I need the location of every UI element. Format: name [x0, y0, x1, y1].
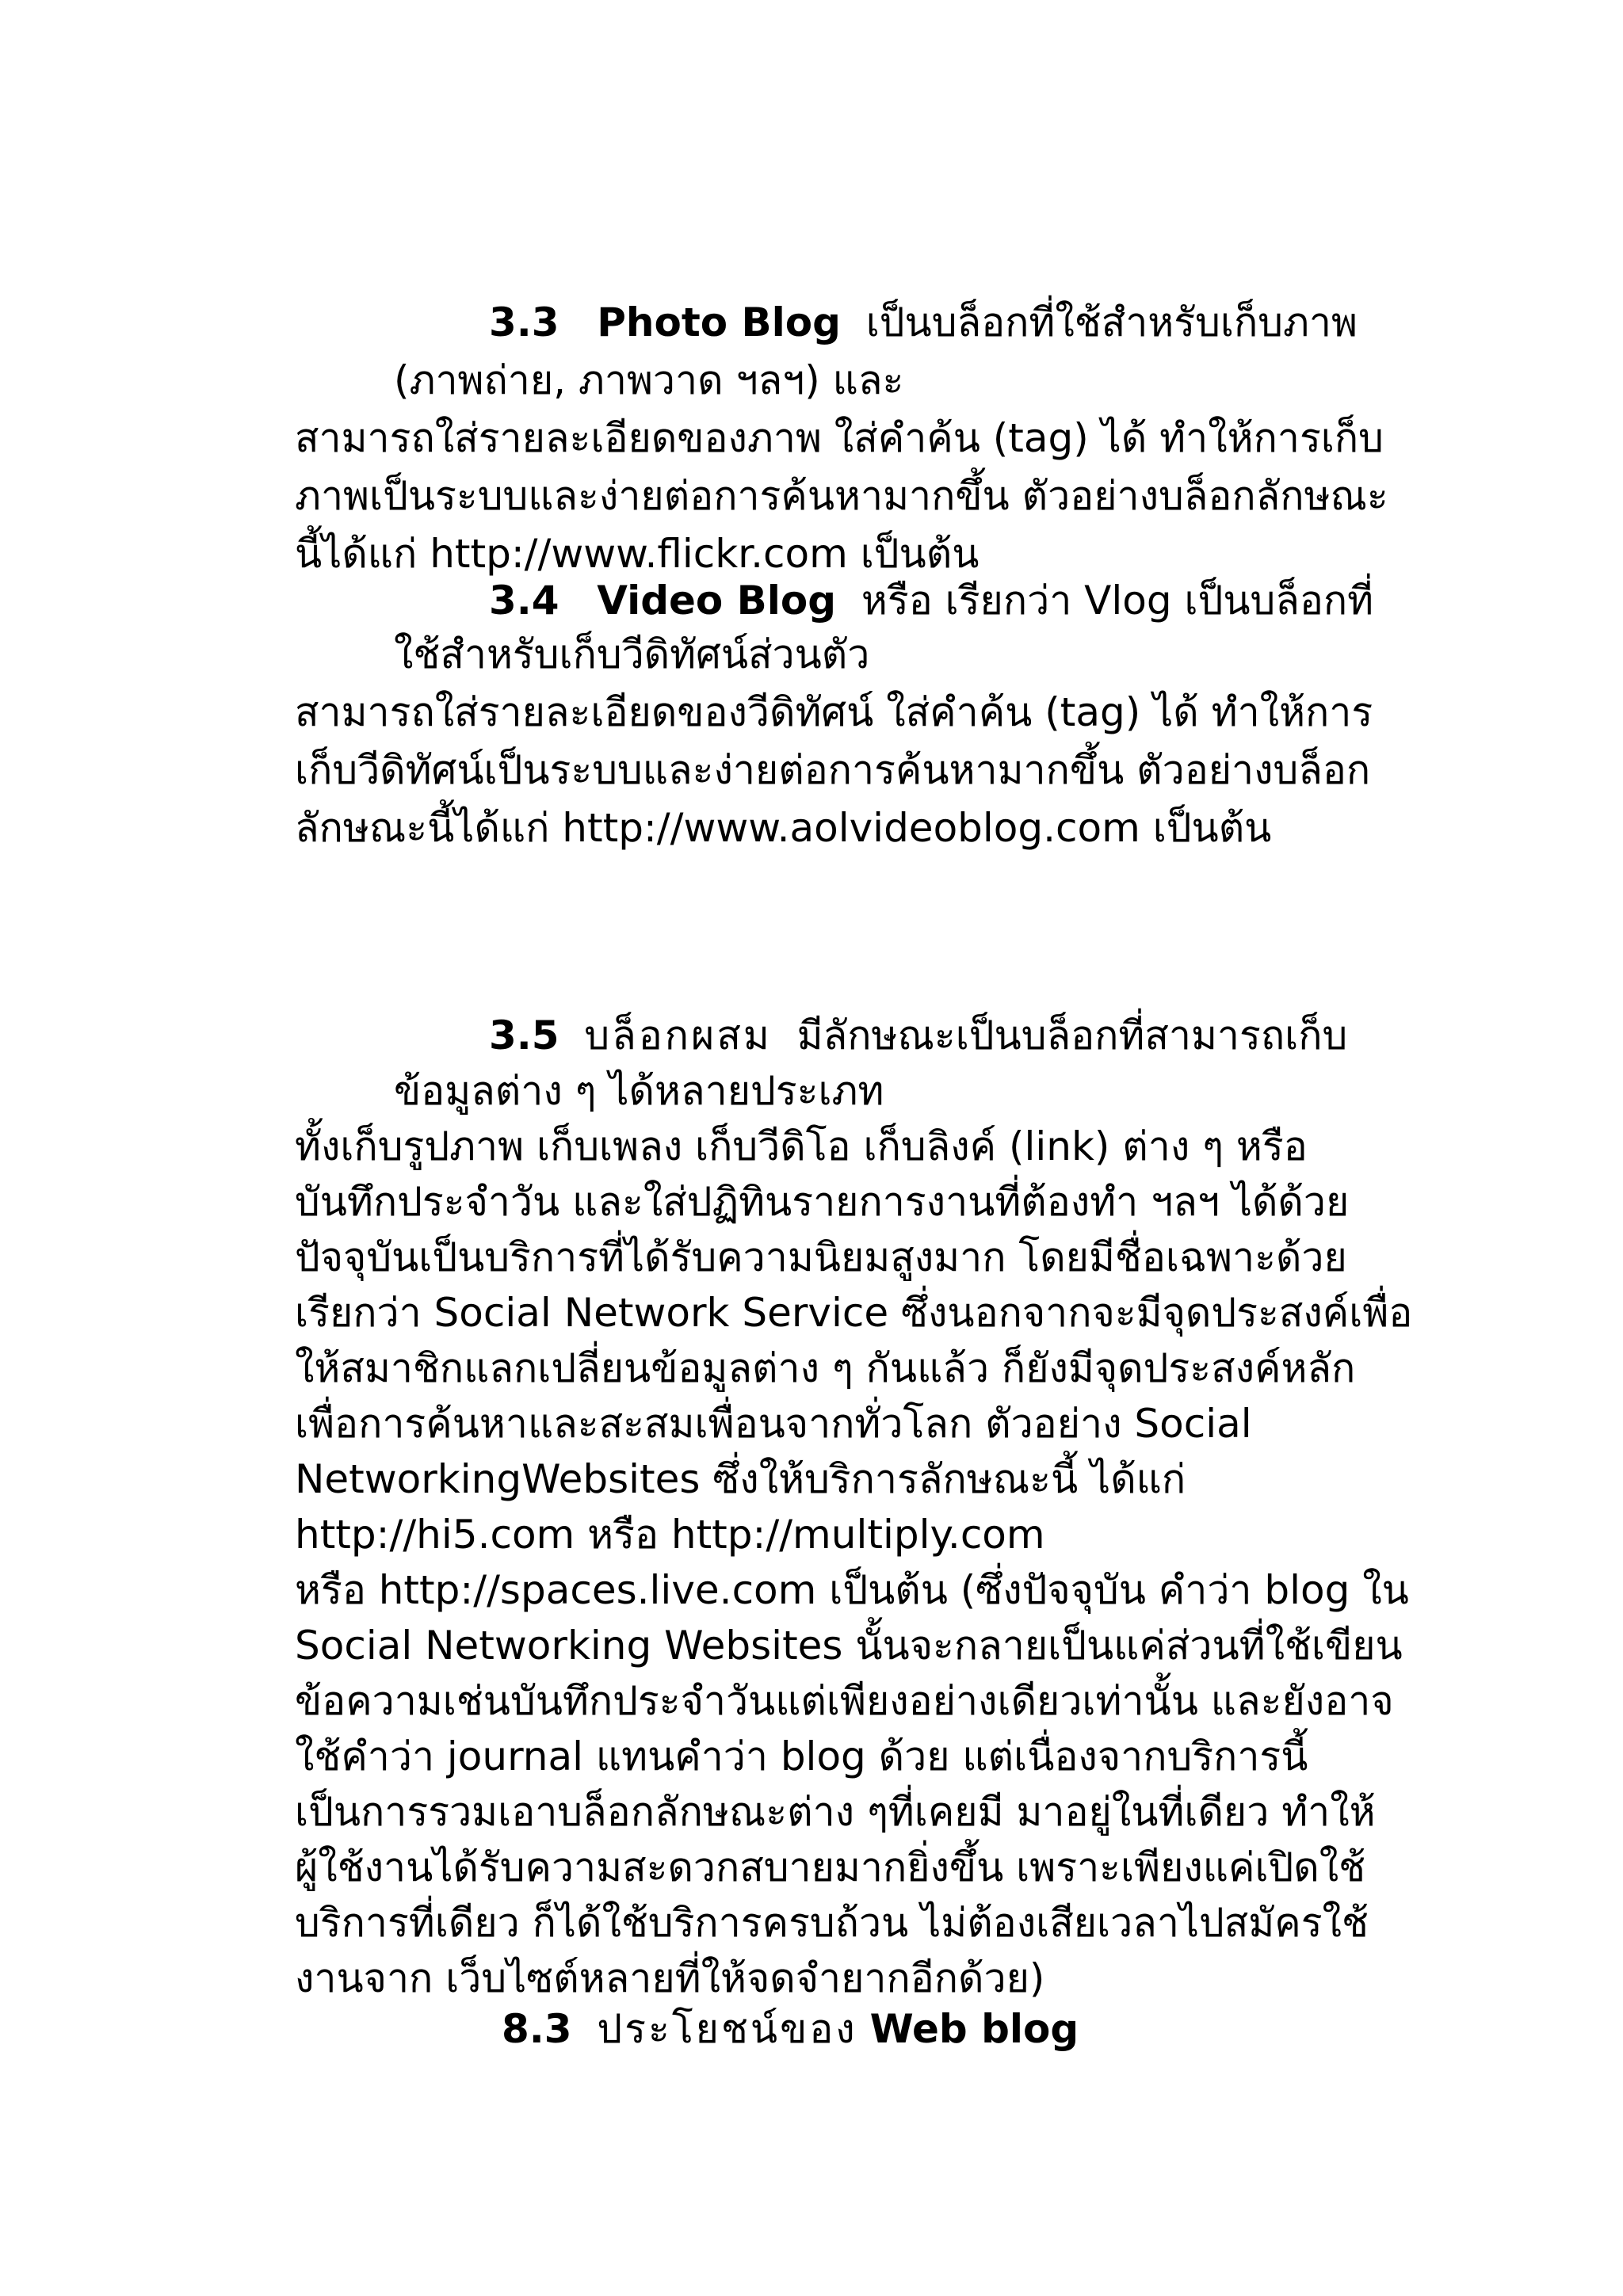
paragraph-line: เป็นการรวมเอาบล็อกลักษณะต่าง ๆที่เคยมี มาอยู่ในที่เดียว ทำให้ [295, 1789, 1376, 1835]
section-lead: มีลักษณะเป็นบล็อกที่สามารถเก็บ [796, 1013, 1348, 1058]
paragraph-line: งานจาก เว็บไซต์หลายที่ให้จดจำยากอีกด้วย) [295, 1955, 1045, 2001]
section-lead: หรือ เรียกว่า Vlog เป็นบล็อกที่ [861, 578, 1374, 624]
section-3-5-heading [489, 1005, 1347, 1066]
section-lead: เป็นบล็อกที่ใช้สำหรับเก็บภาพ [865, 299, 1358, 345]
paragraph-line: ปัจจุบันเป็นบริการที่ได้รับความนิยมสูงมาก โดยมีชื่อเฉพาะด้วย [295, 1234, 1347, 1280]
section-number: 8.3 [502, 2006, 572, 2052]
section-3-5-line-2: ข้อมูลต่าง ๆ ได้หลายประเภท [394, 1068, 884, 1114]
section-3-3-line-2: (ภาพถ่าย, ภาพวาด ฯลฯ) และ [394, 357, 904, 403]
paragraph-line: ผู้ใช้งานได้รับความสะดวกสบายมากยิ่งขึ้น เพราะเพียงแค่เปิดใช้ [295, 1844, 1366, 1890]
section-title: Photo Blog [597, 299, 841, 345]
paragraph-line: บริการที่เดียว ก็ได้ใช้บริการครบถ้วน ไม่ต้องเสียเวลาไปสมัครใช้ [295, 1900, 1369, 1946]
paragraph-line: ให้สมาชิกแลกเปลี่ยนข้อมูลต่าง ๆ กันแล้ว ก็ยังมีจุดประสงค์หลัก [295, 1345, 1356, 1391]
section-number: 3.5 [489, 1013, 559, 1058]
paragraph-line: Social Networking Websites นั้นจะกลายเป็นแค่ส่วนที่ใช้เขียน [295, 1623, 1403, 1669]
section-8-3-heading [502, 1998, 1079, 2060]
paragraph-line: ทั้งเก็บรูปภาพ เก็บเพลง เก็บวีดิโอ เก็บลิงค์ (link) ต่าง ๆ หรือ [295, 1123, 1308, 1169]
section-title: บล็อกผสม [584, 1013, 772, 1058]
paragraph-line: สามารถใส่รายละเอียดของภาพ ใส่คำค้น (tag) ได้ ทำให้การเก็บ [295, 415, 1384, 461]
section-3-3-heading [489, 292, 1358, 353]
section-title-bold: Web blog [869, 2006, 1079, 2052]
paragraph-line: http://hi5.com หรือ http://multiply.com [295, 1512, 1045, 1558]
section-number: 3.4 [489, 578, 559, 624]
section-3-4-heading [489, 570, 1373, 631]
paragraph-line: ข้อความเช่นบันทึกประจำวันแต่เพียงอย่างเดียวเท่านั้น และยังอาจ [295, 1678, 1394, 1724]
paragraph-line: NetworkingWebsites ซึ่งให้บริการลักษณะนี้ ได้แก่ [295, 1456, 1186, 1502]
section-title: Video Blog [597, 578, 837, 624]
paragraph-line: ใช้คำว่า journal แทนคำว่า blog ด้วย แต่เนื่องจากบริการนี้ [295, 1733, 1308, 1779]
section-number: 3.3 [489, 299, 559, 345]
paragraph-line: เพื่อการค้นหาและสะสมเพื่อนจากทั่วโลก ตัวอย่าง Social [295, 1401, 1252, 1447]
section-title: ประโยชน์ของ [597, 2006, 857, 2052]
paragraph-line: ภาพเป็นระบบและง่ายต่อการค้นหามากขึ้น ตัวอย่างบล็อกลักษณะ [295, 473, 1388, 519]
paragraph-line: หรือ http://spaces.live.com เป็นต้น (ซึ่งปัจจุบัน คำว่า blog ใน [295, 1567, 1409, 1613]
paragraph-line: บันทึกประจำวัน และใส่ปฏิทินรายการงานที่ต้องทำ ฯลฯ ได้ด้วย [295, 1179, 1350, 1225]
paragraph-line: เรียกว่า Social Network Service ซึ่งนอกจากจะมีจุดประสงค์เพื่อ [295, 1290, 1413, 1336]
paragraph-line: ลักษณะนี้ได้แก่ http://www.aolvideoblog.com เป็นต้น [295, 805, 1272, 851]
paragraph-line: นี้ได้แก่ http://www.flickr.com เป็นต้น [295, 531, 980, 577]
paragraph-line: เก็บวีดิทัศน์เป็นระบบและง่ายต่อการค้นหามากขึ้น ตัวอย่างบล็อก [295, 747, 1371, 793]
section-3-4-line-2: ใช้สำหรับเก็บวีดิทัศน์ส่วนตัว [394, 631, 870, 677]
paragraph-line: สามารถใส่รายละเอียดของวีดิทัศน์ ใส่คำค้น (tag) ได้ ทำให้การ [295, 689, 1373, 735]
